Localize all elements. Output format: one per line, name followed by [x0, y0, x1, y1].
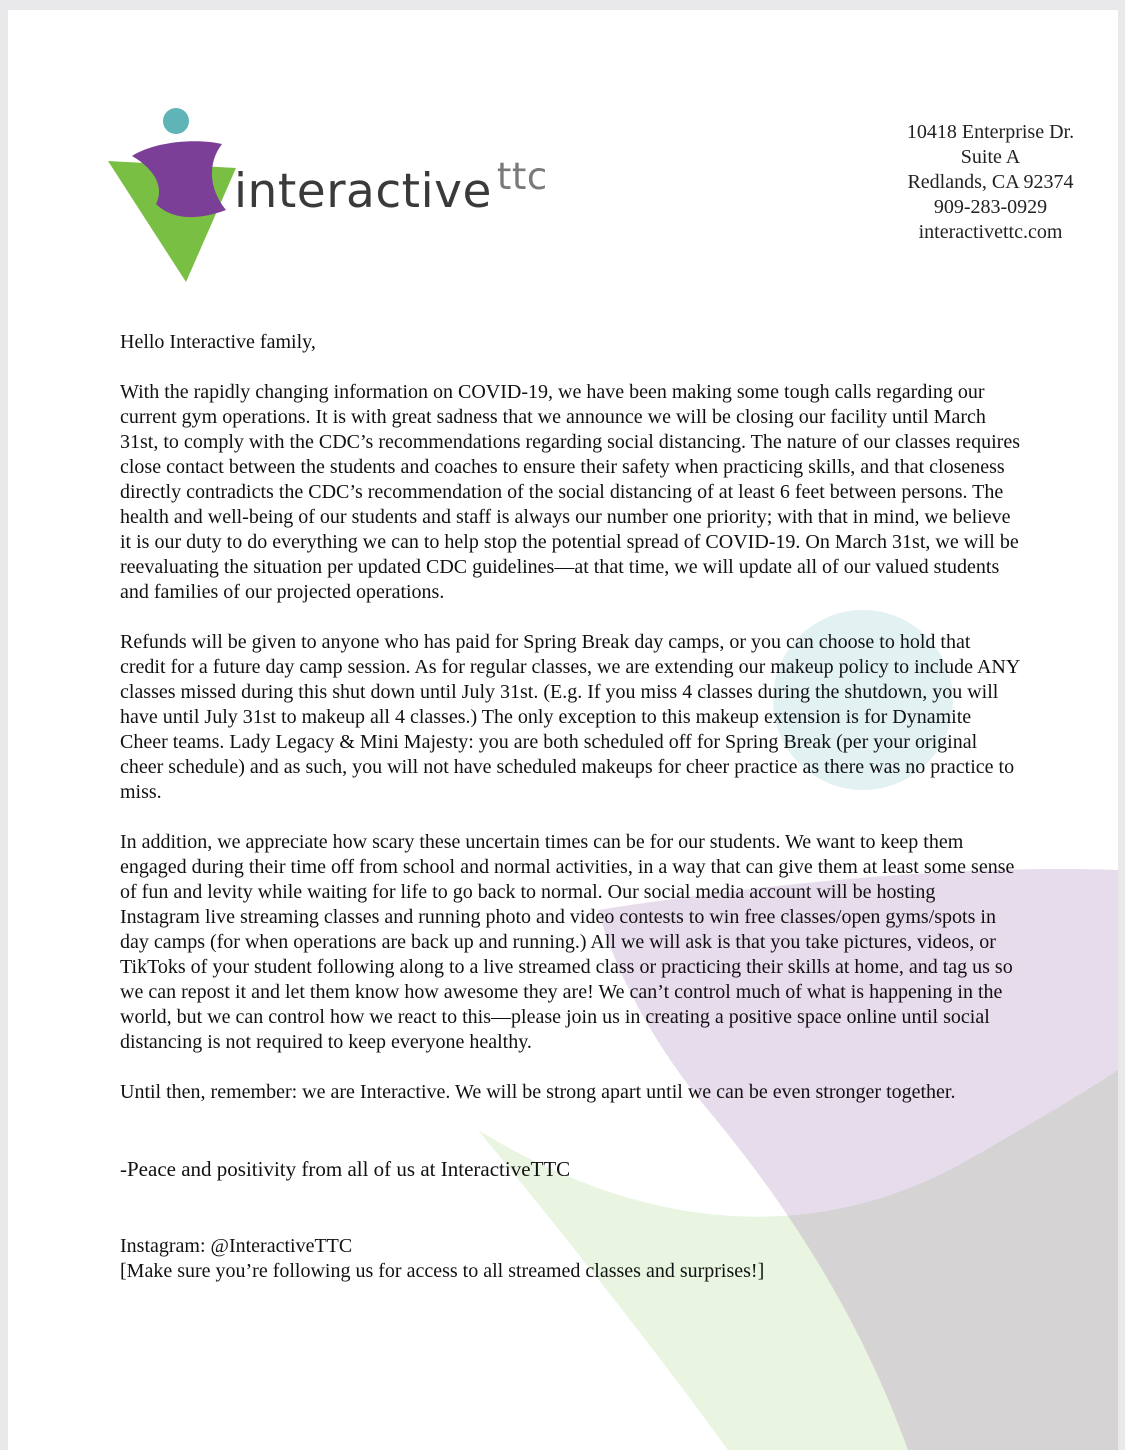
logo-wordmark [234, 155, 548, 219]
instagram-handle: Instagram: @InteractiveTTC [120, 1235, 353, 1257]
address-street: 10418 Enterprise Dr. [906, 121, 1075, 143]
letter-greeting: Hello Interactive family, [120, 331, 316, 353]
logo-suffix: ttc [496, 155, 548, 198]
letter-paragraph-social-media: In addition, we appreciate how scary these uncertain times can be for our students. We want to keep them engaged during their time off from school and normal activities, in a way that can give them at least some sense of fun and levity while waiting for life to go back to normal. Our social media account will be hosting Instagram live streaming classes and running photo and video contests to win free classes/open gyms/spots in day camps (for when operations are back up and running.) All we will ask is that you take pictures, videos, or TikToks of your student following along to a live streamed class or practicing their skills at home, and tag us so we can repost it and let them know how awesome they are! We can’t control much of what is happening in the world, but we can control how we react to this—please join us in creating a positive space online until social distancing is not required to keep everyone healthy. [120, 831, 1015, 1053]
letter-paragraph-closing: Until then, remember: we are Interactive. We will be strong apart until we can be even stronger together. [120, 1081, 956, 1103]
address-phone: 909-283-0929 [933, 196, 1048, 218]
logo-word: interactive [234, 164, 492, 219]
address-city: Redlands, CA 92374 [907, 171, 1074, 193]
letter-body [120, 330, 1020, 1284]
company-address [888, 120, 1093, 245]
letter-page [8, 10, 1118, 1450]
instagram-note: [Make sure you’re following us for access to all streamed classes and surprises!] [120, 1260, 765, 1282]
company-logo [104, 106, 574, 286]
social-block [120, 1234, 1020, 1284]
letter-signoff: -Peace and positivity from all of us at InteractiveTTC [120, 1157, 571, 1181]
letter-paragraph-refunds: Refunds will be given to anyone who has paid for Spring Break day camps, or you can choose to hold that credit for a future day camp session. As for regular classes, we are extending our makeup policy to include ANY classes missed during this shut down until July 31st. (E.g. If you miss 4 classes during the shutdown, you will have until July 31st to makeup all 4 classes.) The only exception to this makeup extension is for Dynamite Cheer teams. Lady Legacy & Mini Majesty: you are both scheduled off for Spring Break (per your original cheer schedule) and as such, you will not have scheduled makeups for cheer practice as there was no practice to miss. [120, 631, 1020, 803]
logo-figure-icon [104, 106, 244, 286]
address-suite: Suite A [960, 146, 1021, 168]
address-website: interactivettc.com [918, 221, 1063, 243]
letter-paragraph-closure: With the rapidly changing information on COVID-19, we have been making some tough calls regarding our current gym operations. It is with great sadness that we announce we will be closing our facility until March 31st, to comply with the CDC’s recommendations regarding social distancing. The nature of our classes requires close contact between the students and coaches to ensure their safety when practicing skills, and that closeness directly contradicts the CDC’s recommendation of the social distancing of at least 6 feet between persons. The health and well-being of our students and staff is always our number one priority; with that in mind, we believe it is our duty to do everything we can to help stop the potential spread of COVID-19. On March 31st, we will be reevaluating the situation per updated CDC guidelines—at that time, we will update all of our valued students and families of our projected operations. [120, 381, 1020, 603]
logo-head-icon [163, 108, 189, 134]
